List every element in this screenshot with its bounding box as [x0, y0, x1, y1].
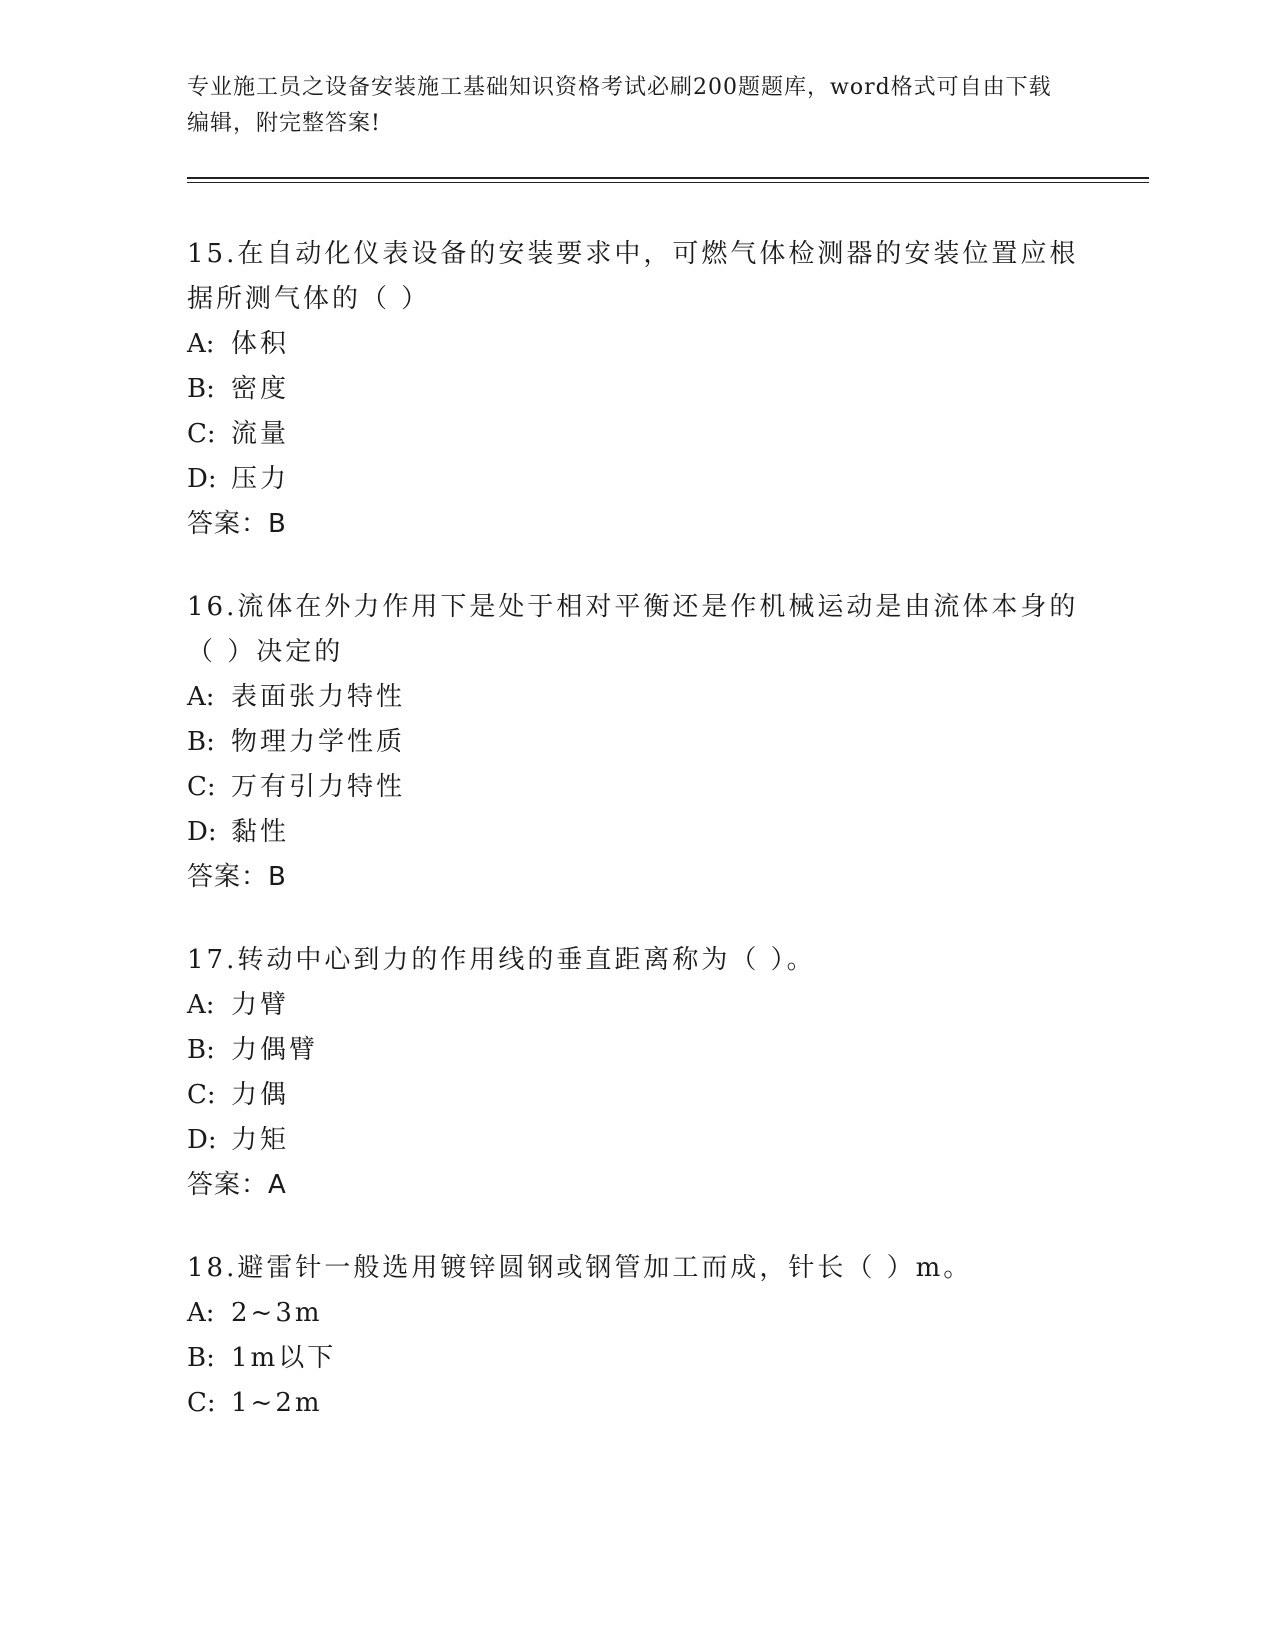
option-key: D: [187, 1125, 217, 1155]
option-key: D: [187, 817, 217, 847]
question-stem: 15.在自动化仪表设备的安装要求中，可燃气体检测器的安装位置应根据所测气体的（ ） [187, 239, 1079, 314]
answer-line [187, 1163, 1087, 1208]
option-b [187, 720, 1087, 765]
option-c [187, 1381, 1087, 1426]
answer-label: 答案： [187, 862, 269, 892]
option-text: 压力 [231, 464, 290, 494]
option-text: 力偶 [231, 1080, 290, 1110]
option-text: 力偶臂 [231, 1035, 319, 1065]
question-list [187, 232, 1087, 1464]
answer-value: A [268, 1170, 287, 1200]
option-a [187, 322, 1087, 367]
option-text: 物理力学性质 [231, 727, 406, 757]
option-key: D: [187, 464, 217, 494]
option-b [187, 1028, 1087, 1073]
question-stem: 18.避雷针一般选用镀锌圆钢或钢管加工而成，针长（ ）m。 [187, 1253, 973, 1283]
option-key: C: [187, 1388, 216, 1418]
answer-label: 答案： [187, 509, 269, 539]
question-15 [187, 232, 1087, 547]
option-key: B: [187, 727, 215, 757]
option-key: A: [187, 682, 215, 712]
question-stem: 16.流体在外力作用下是处于相对平衡还是作机械运动是由流体本身的（ ）决定的 [187, 592, 1079, 667]
option-key: A: [187, 990, 215, 1020]
header-divider-thick [187, 177, 1149, 179]
option-text: 1m以下 [231, 1343, 337, 1373]
option-key: C: [187, 1080, 216, 1110]
answer-line [187, 502, 1087, 547]
answer-label: 答案： [187, 1170, 269, 1200]
option-d [187, 457, 1087, 502]
option-key: B: [187, 374, 215, 404]
answer-value: B [268, 509, 287, 539]
option-key: B: [187, 1343, 215, 1373]
option-text: 体积 [231, 329, 290, 359]
option-key: A: [187, 1298, 215, 1328]
option-d [187, 810, 1087, 855]
option-text: 流量 [231, 419, 290, 449]
option-a [187, 1291, 1087, 1336]
option-b [187, 367, 1087, 412]
question-18 [187, 1246, 1087, 1426]
option-c [187, 412, 1087, 457]
question-stem: 17.转动中心到力的作用线的垂直距离称为（ ）。 [187, 945, 816, 975]
option-text: 力臂 [231, 990, 290, 1020]
question-17 [187, 938, 1087, 1208]
option-text: 1~2m [231, 1388, 323, 1418]
option-a [187, 983, 1087, 1028]
option-c [187, 765, 1087, 810]
question-16 [187, 585, 1087, 900]
option-d [187, 1118, 1087, 1163]
option-key: B: [187, 1035, 215, 1065]
option-a [187, 675, 1087, 720]
option-text: 2~3m [231, 1298, 323, 1328]
option-text: 密度 [231, 374, 290, 404]
document-header: 专业施工员之设备安装施工基础知识资格考试必刷200题题库，word格式可自由下载编辑，附完整答案! [187, 75, 1052, 136]
option-key: C: [187, 772, 216, 802]
option-key: C: [187, 419, 216, 449]
option-text: 黏性 [231, 817, 290, 847]
option-c [187, 1073, 1087, 1118]
option-key: A: [187, 329, 215, 359]
option-text: 表面张力特性 [231, 682, 406, 712]
option-text: 力矩 [231, 1125, 290, 1155]
header-divider-thin [187, 182, 1149, 183]
option-text: 万有引力特性 [231, 772, 406, 802]
option-b [187, 1336, 1087, 1381]
answer-line [187, 855, 1087, 900]
answer-value: B [268, 862, 287, 892]
